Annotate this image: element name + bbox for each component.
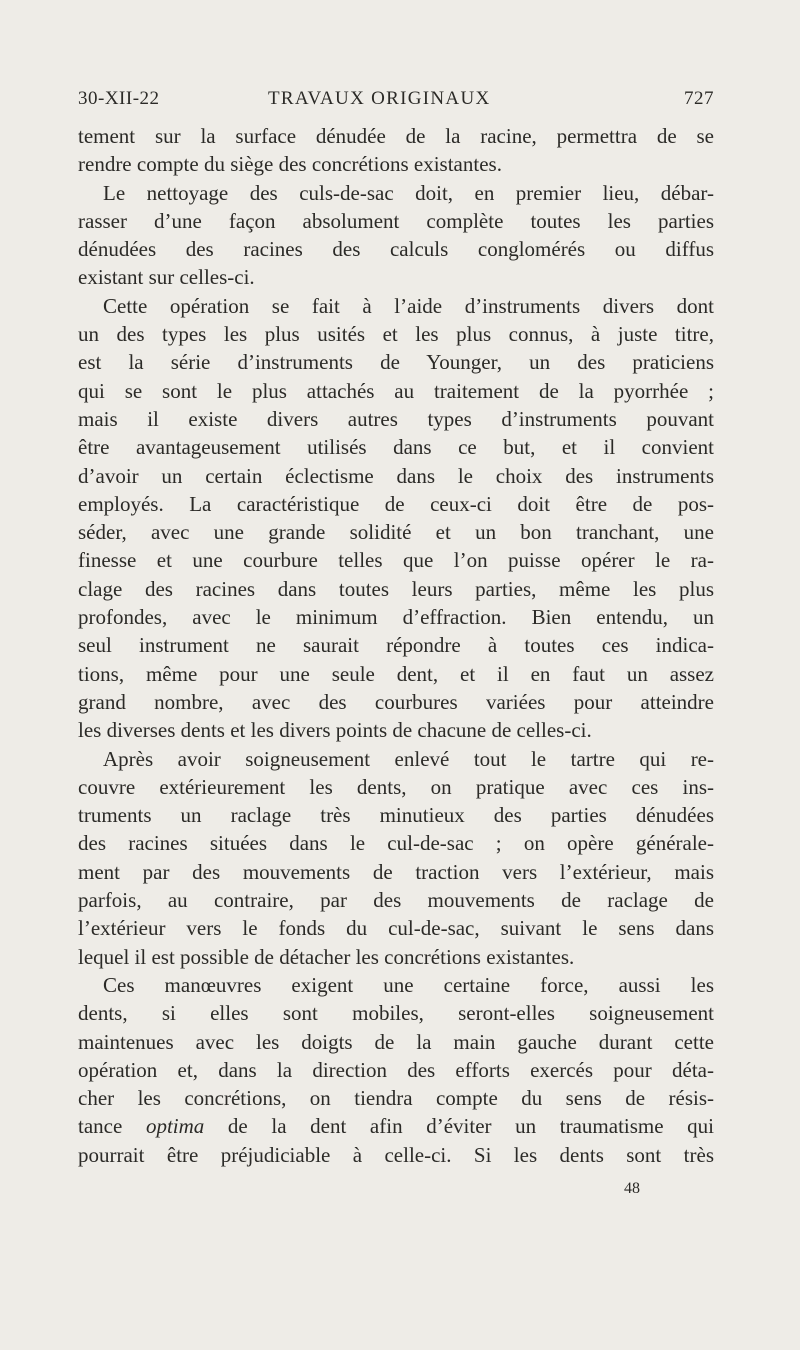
header-date: 30-XII-22 bbox=[78, 88, 160, 109]
text-line: cher les concrétions, on tiendra compte du sens de résis- bbox=[78, 1086, 714, 1111]
text-line: couvre extérieurement les dents, on pratique avec ces ins- bbox=[78, 774, 714, 799]
italic-term: optima bbox=[145, 1114, 205, 1139]
text-line: un des types les plus usités et les plus connus, à juste titre, bbox=[78, 322, 714, 347]
text-line: profondes, avec le minimum d’effraction. Bien entendu, un bbox=[78, 605, 714, 630]
text-line: truments un raclage très minutieux des parties dénudées bbox=[78, 803, 714, 828]
text-line: existant sur celles-ci. bbox=[78, 265, 255, 290]
text-line: rendre compte du siège des concrétions existantes. bbox=[78, 152, 502, 177]
body-text bbox=[78, 122, 714, 1169]
text-line: pourrait être préjudiciable à celle-ci. Si les dents sont très bbox=[78, 1142, 714, 1167]
text-line: dents, si elles sont mobiles, seront-elles soigneusement bbox=[78, 1001, 714, 1026]
text-line: parfois, au contraire, par des mouvements de raclage de bbox=[78, 888, 714, 913]
text-line: employés. La caractéristique de ceux-ci doit être de pos- bbox=[78, 491, 714, 516]
text-line: rasser d’une façon absolument complète toutes les parties bbox=[78, 208, 714, 233]
text-line: grand nombre, avec des courbures variées pour atteindre bbox=[78, 689, 714, 714]
text-line-with-italic bbox=[78, 1112, 714, 1140]
text-line: être avantageusement utilisés dans ce but, et il convient bbox=[78, 435, 714, 460]
printer-signature-mark: 48 bbox=[624, 1180, 640, 1197]
text-line: est la série d’instruments de Younger, un des praticiens bbox=[78, 350, 714, 375]
text-line: tions, même pour une seule dent, et il en faut un assez bbox=[78, 661, 714, 686]
paragraph-start-line: Le nettoyage des culs-de-sac doit, en premier lieu, débar- bbox=[103, 180, 714, 205]
text-fragment: tance bbox=[78, 1114, 123, 1139]
text-line: séder, avec une grande solidité et un bon tranchant, une bbox=[78, 520, 714, 545]
header-page-number: 727 bbox=[684, 88, 714, 109]
header-section-title: TRAVAUX ORIGINAUX bbox=[268, 88, 491, 109]
text-line: l’extérieur vers le fonds du cul-de-sac, suivant le sens dans bbox=[78, 916, 714, 941]
text-line: finesse et une courbure telles que l’on puisse opérer le ra- bbox=[78, 548, 714, 573]
text-line: d’avoir un certain éclectisme dans le choix des instruments bbox=[78, 463, 714, 488]
text-line: dénudées des racines des calculs conglomérés ou diffus bbox=[78, 237, 714, 262]
paragraph-start-line: Après avoir soigneusement enlevé tout le tartre qui re- bbox=[103, 746, 714, 771]
text-line: ment par des mouvements de traction vers l’extérieur, mais bbox=[78, 859, 714, 884]
text-line: clage des racines dans toutes leurs parties, même les plus bbox=[78, 576, 714, 601]
text-line: tement sur la surface dénudée de la racine, permettra de se bbox=[78, 124, 714, 148]
text-line: des racines situées dans le cul-de-sac ; on opère générale- bbox=[78, 831, 714, 856]
text-line: maintenues avec les doigts de la main gauche durant cette bbox=[78, 1029, 714, 1054]
text-line: lequel il est possible de détacher les concrétions existantes. bbox=[78, 944, 575, 969]
text-line: opération et, dans la direction des efforts exercés pour déta- bbox=[78, 1057, 714, 1082]
paragraph-start-line: Cette opération se fait à l’aide d’instruments divers dont bbox=[103, 293, 714, 318]
text-fragment: de la dent afin d’éviter un traumatisme qui bbox=[227, 1114, 715, 1139]
text-line: les diverses dents et les divers points de chacune de celles-ci. bbox=[78, 718, 592, 743]
paragraph-start-line: Ces manœuvres exigent une certaine force, aussi les bbox=[103, 972, 714, 997]
text-line: mais il existe divers autres types d’instruments pouvant bbox=[78, 406, 714, 431]
text-line: seul instrument ne saurait répondre à toutes ces indica- bbox=[78, 633, 714, 658]
running-header bbox=[78, 88, 714, 116]
text-line: qui se sont le plus attachés au traitement de la pyorrhée ; bbox=[78, 378, 714, 403]
